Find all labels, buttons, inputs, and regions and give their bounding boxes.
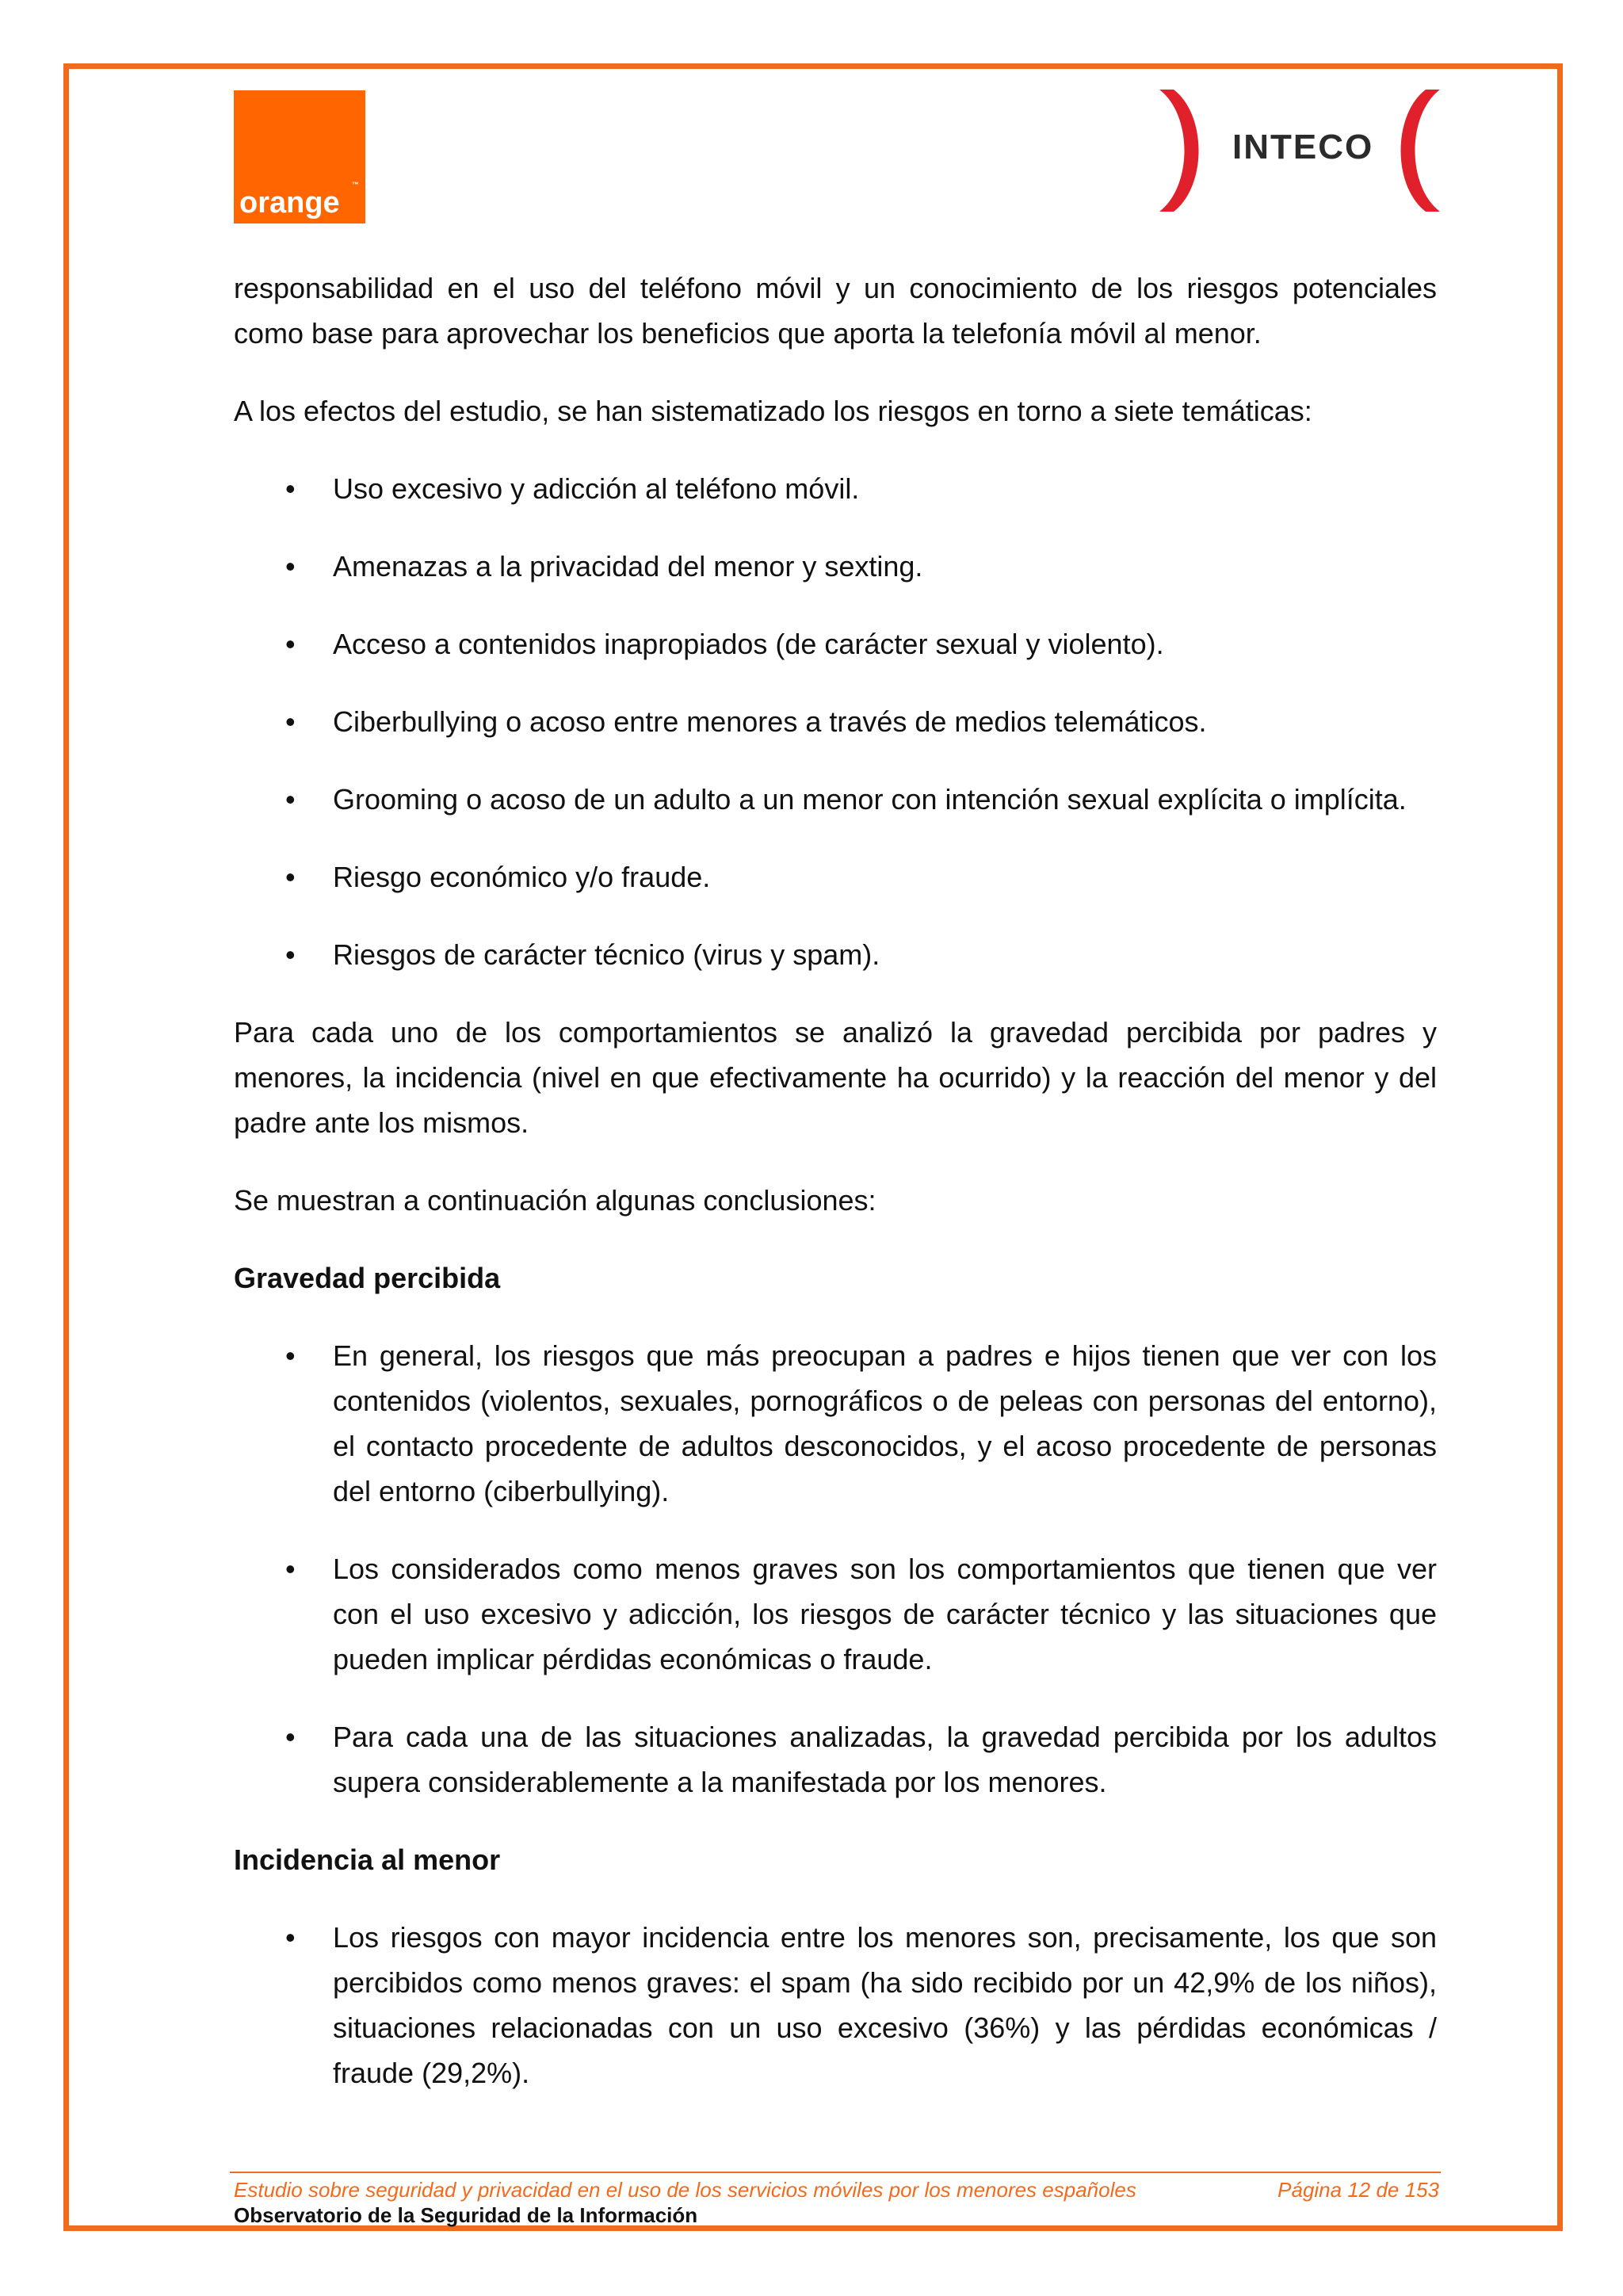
gravedad-list	[234, 1333, 1437, 1805]
list-item: • Amenazas a la privacidad del menor y sexting.	[234, 544, 1437, 589]
bullet-icon: •	[285, 472, 296, 505]
orange-logo	[234, 90, 365, 223]
bullet-icon: •	[285, 1339, 296, 1372]
list-item: • Para cada una de las situaciones analizadas, la gravedad percibida por los adultos supera considerablemente a la manifestada por los menores.	[234, 1714, 1437, 1805]
incidencia-list	[234, 1915, 1437, 2095]
paragraph: A los efectos del estudio, se han sistematizado los riesgos en torno a siete temáticas:	[234, 395, 1312, 427]
footer-document-title: Estudio sobre seguridad y privacidad en el uso de los servicios móviles por los menores españoles	[234, 2178, 1136, 2202]
bullet-icon: •	[285, 861, 296, 893]
risk-list	[234, 466, 1437, 977]
list-item: • En general, los riesgos que más preocupan a padres e hijos tienen que ver con los contenidos (violentos, sexuales, pornográficos o de peleas con personas del entorno), el contacto procedente de adultos desconocidos, y el acoso procedente de personas del entorno (ciberbullying).	[234, 1333, 1437, 1514]
list-item: • Acceso a contenidos inapropiados (de carácter sexual y violento).	[234, 621, 1437, 667]
list-item: • Riesgos de carácter técnico (virus y spam).	[234, 932, 1437, 977]
bullet-icon: •	[285, 628, 296, 660]
orange-logo-trademark: ™	[352, 181, 359, 189]
orange-logo-text: orange	[239, 186, 340, 220]
list-item: • Uso excesivo y adicción al teléfono móvil.	[234, 466, 1437, 511]
list-item: • Ciberbullying o acoso entre menores a través de medios telemáticos.	[234, 699, 1437, 744]
paragraph: Para cada uno de los comportamientos se analizó la gravedad percibida por padres y menores, la incidencia (nivel en que efectivamente ha ocurrido) y la reacción del menor y del padre ante los mismos.	[234, 1016, 1437, 1139]
paragraph: Se muestran a continuación algunas conclusiones:	[234, 1184, 876, 1217]
bullet-icon: •	[285, 1921, 296, 1954]
list-item: • Grooming o acoso de un adulto a un menor con intención sexual explícita o implícita.	[234, 777, 1437, 822]
footer-divider	[230, 2172, 1441, 2173]
inteco-logo-text: INTECO	[1232, 128, 1374, 166]
footer-organization: Observatorio de la Seguridad de la Información	[234, 2203, 698, 2227]
list-item: • Riesgo económico y/o fraude.	[234, 854, 1437, 900]
list-item: • Los riesgos con mayor incidencia entre los menores son, precisamente, los que son percibidos como menos graves: el spam (ha sido recibido por un 42,9% de los niños), situaciones relacionadas con un uso excesivo (36%) y las pérdidas económicas / fraude (29,2%).	[234, 1915, 1437, 2095]
section-heading-gravedad: Gravedad percibida	[234, 1262, 501, 1294]
bullet-icon: •	[285, 938, 296, 971]
document-body	[234, 266, 1437, 2128]
bullet-icon: •	[285, 783, 296, 816]
bullet-icon: •	[285, 1553, 296, 1585]
bullet-icon: •	[285, 550, 296, 583]
footer-page-number: Página 12 de 153	[1277, 2178, 1439, 2202]
inteco-logo	[1153, 83, 1446, 218]
paragraph: responsabilidad en el uso del teléfono móvil y un conocimiento de los riesgos potenciales como base para aprovechar los beneficios que aporta la telefonía móvil al menor.	[234, 272, 1437, 350]
bullet-icon: •	[285, 705, 296, 738]
bullet-icon: •	[285, 1721, 296, 1753]
list-item: • Los considerados como menos graves son los comportamientos que tienen que ver con el uso excesivo y adicción, los riesgos de carácter técnico y las situaciones que pueden implicar pérdidas económicas o fraude.	[234, 1546, 1437, 1682]
section-heading-incidencia: Incidencia al menor	[234, 1843, 501, 1876]
